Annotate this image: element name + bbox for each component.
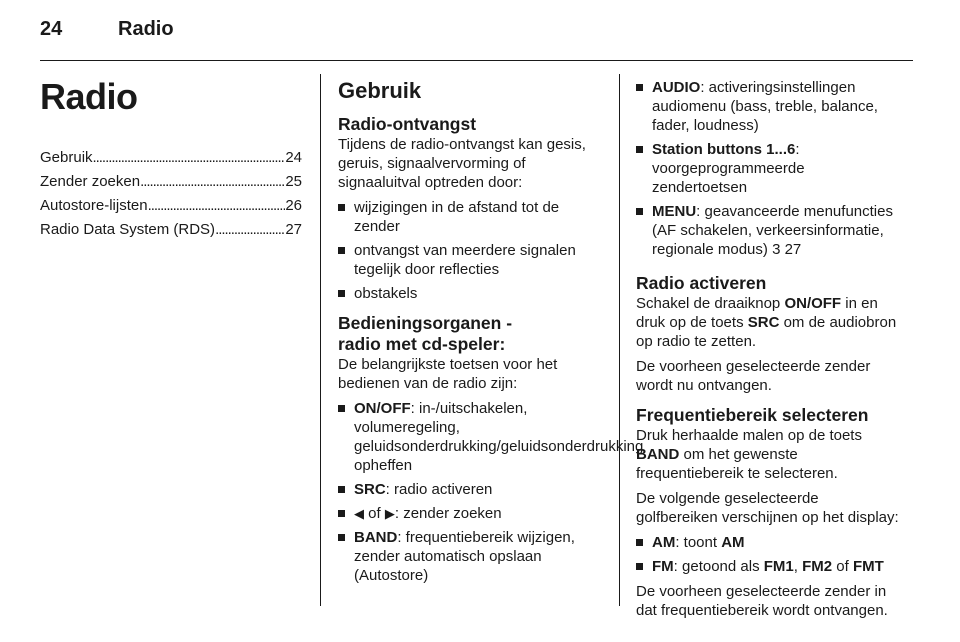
- toc-entry-autostore[interactable]: Autostore-lijsten . . . 26: [40, 194, 302, 218]
- toc-entry-gebruik[interactable]: Gebruik . . . 24: [40, 146, 302, 170]
- paragraph: Druk herhaalde malen op de toets BAND om het gewenste frequentiebereik te selecteren.: [636, 427, 862, 482]
- list-item: wijzigingen in de afstand tot de zender: [338, 198, 603, 236]
- subheading: Radio-ontvangst: [338, 114, 477, 134]
- list-item: AUDIO: activeringsinstellingen audiomenu (bass, treble, balance, fader, loudness): [636, 78, 902, 135]
- bullet-list: [636, 533, 902, 576]
- bullet-list: [338, 198, 603, 303]
- header-rule: [40, 60, 913, 61]
- table-of-contents: [40, 146, 302, 242]
- paragraph: De volgende geselecteerde golfbereiken verschijnen op het display:: [636, 490, 899, 526]
- subheading: Bedieningsorganen - radio met cd-speler:: [338, 313, 513, 354]
- list-item: ON/OFF: in-/uitschakelen, volumeregeling, geluidsonderdrukking/geluidsonderdrukking opheffen: [338, 399, 603, 475]
- paragraph: De belangrijkste toetsen voor het bedienen van de radio zijn:: [338, 356, 558, 392]
- paragraph: De voorheen geselecteerde zender wordt nu ontvangen.: [636, 358, 871, 394]
- bullet-list: [338, 399, 644, 585]
- radio-reception-block: [338, 114, 603, 303]
- paragraph: Schakel de draaiknop ON/OFF in en druk op de toets SRC om de audiobron op radio te zetten.: [636, 295, 897, 350]
- column-divider: [320, 74, 321, 606]
- page-number: 24: [40, 18, 63, 40]
- section-heading: Gebruik: [338, 78, 422, 103]
- list-item: FM: getoond als FM1, FM2 of FMT: [636, 557, 902, 576]
- list-item: obstakels: [338, 284, 603, 303]
- page-reference[interactable]: 3 27: [772, 241, 802, 258]
- subheading: Frequentiebereik selecteren: [636, 405, 869, 425]
- paragraph: Tijdens de radio-ontvangst kan gesis, geruis, signaalvervorming of signaaluitval optreden door:: [338, 136, 586, 191]
- list-item: SRC: radio activeren: [338, 480, 603, 499]
- content-column-3: [636, 72, 902, 630]
- subheading: Radio activeren: [636, 273, 767, 293]
- right-arrow-icon: ▶: [384, 506, 395, 521]
- toc-entry-rds[interactable]: Radio Data System (RDS) . . . 27: [40, 218, 302, 242]
- list-item: AM: toont AM: [636, 533, 902, 552]
- running-section-title: Radio: [118, 18, 174, 40]
- chapter-title: Radio: [40, 76, 138, 117]
- toc-entry-zender-zoeken[interactable]: Zender zoeken . . . 25: [40, 170, 302, 194]
- paragraph: De voorheen geselecteerde zender in dat frequentiebereik wordt ontvangen.: [636, 583, 888, 619]
- controls-block: [338, 313, 644, 585]
- freq-select-block: [636, 405, 902, 620]
- list-item: BAND: frequentiebereik wijzigen, zender automatisch opslaan (Autostore): [338, 528, 603, 585]
- left-arrow-icon: ◀: [354, 506, 364, 521]
- bullet-list: [636, 78, 902, 259]
- list-item: Station buttons 1...6: voorgeprogrammeerde zendertoetsen: [636, 140, 902, 197]
- list-item: MENU: geavanceerde menufuncties (AF schakelen, verkeersinformatie, regionale modus) 3 27: [636, 202, 902, 259]
- radio-activate-block: [636, 273, 902, 395]
- toc-column: [40, 72, 302, 242]
- content-column-2: [338, 72, 644, 595]
- list-item: ontvangst van meerdere signalen tegelijk door reflecties: [338, 241, 603, 279]
- column-divider: [619, 74, 620, 606]
- list-item: ◀ of ▶: zender zoeken: [338, 504, 603, 523]
